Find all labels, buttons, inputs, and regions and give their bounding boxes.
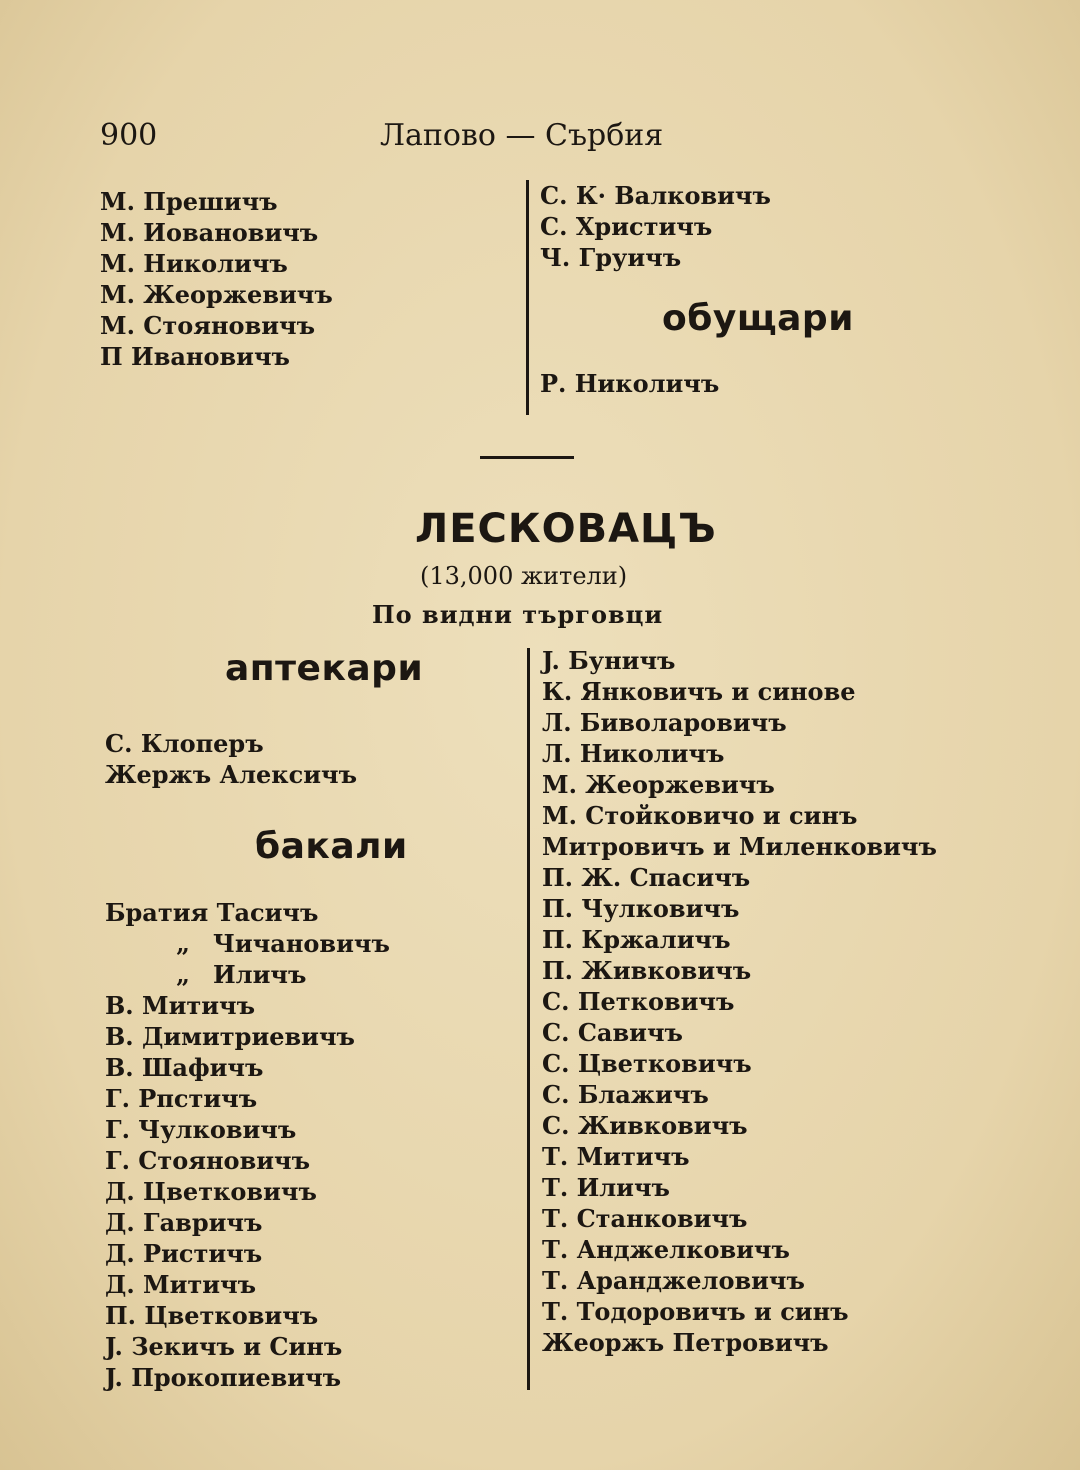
list-item: „ Иличъ bbox=[105, 959, 390, 990]
list-item: С. Петковичъ bbox=[542, 987, 735, 1016]
list-item: Братия Тасичъ bbox=[105, 898, 319, 927]
lapovo-left-list bbox=[100, 186, 333, 372]
category-shoemakers: обущари bbox=[662, 298, 854, 339]
page-number: 900 bbox=[100, 118, 158, 153]
list-item: Л. Николичъ bbox=[542, 739, 725, 768]
list-item: Т. Митичъ bbox=[542, 1142, 690, 1171]
list-item: П. Чулковичъ bbox=[542, 894, 740, 923]
list-item: Г. Рпстичъ bbox=[105, 1084, 258, 1113]
list-item: Г. Чулковичъ bbox=[105, 1115, 297, 1144]
list-item: J. Прокопиевичъ bbox=[105, 1363, 342, 1392]
column-divider-bottom bbox=[527, 648, 530, 1390]
grocers-list bbox=[105, 897, 390, 1392]
list-item: „ Чичановичъ bbox=[105, 928, 390, 959]
list-item: Д. Митичъ bbox=[105, 1270, 257, 1299]
category-pharmacists: аптекари bbox=[225, 648, 424, 689]
list-item: Т. Станковичъ bbox=[542, 1204, 748, 1233]
category-grocers: бакали bbox=[255, 826, 408, 867]
town-title: ЛЕСКОВАЦЪ bbox=[415, 506, 717, 552]
ditto-mark: „ bbox=[176, 960, 190, 989]
list-item: В. Димитриевичъ bbox=[105, 1022, 355, 1051]
list-item: Жеоржъ Петровичъ bbox=[542, 1328, 829, 1357]
list-item: П. Цветковичъ bbox=[105, 1301, 319, 1330]
column-divider-top bbox=[526, 180, 529, 415]
list-item: В. Митичъ bbox=[105, 991, 256, 1020]
list-item: Р. Николичъ bbox=[540, 369, 720, 398]
list-item: С. Цветковичъ bbox=[542, 1049, 752, 1078]
list-item: С. Савичъ bbox=[542, 1018, 683, 1047]
list-item: С. К· Валковичъ bbox=[540, 181, 771, 210]
list-item: С. Христичъ bbox=[540, 212, 713, 241]
list-item: Жержъ Алексичъ bbox=[105, 760, 357, 789]
list-item: П Ивановичъ bbox=[100, 342, 290, 371]
list-item: М. Стойковичо и синъ bbox=[542, 801, 858, 830]
running-head: Лапово — Сърбия bbox=[380, 118, 664, 153]
list-item: Ч. Груичъ bbox=[540, 243, 682, 272]
list-item: Д. Гавричъ bbox=[105, 1208, 263, 1237]
population: (13,000 жители) bbox=[420, 562, 628, 590]
list-item: Г. Стояновичъ bbox=[105, 1146, 311, 1175]
list-item: М. Стояновичъ bbox=[100, 311, 316, 340]
list-item: М. Жеоржевичъ bbox=[100, 280, 333, 309]
list-item: М. Прешичъ bbox=[100, 187, 278, 216]
list-item: С. Живковичъ bbox=[542, 1111, 748, 1140]
list-item: Т. Иличъ bbox=[542, 1173, 670, 1202]
list-item: Т. Аранджеловичъ bbox=[542, 1266, 805, 1295]
list-item: Д. Цветковичъ bbox=[105, 1177, 317, 1206]
list-item: Л. Биволаровичъ bbox=[542, 708, 787, 737]
shoemakers-list bbox=[540, 368, 719, 399]
list-item: П. Кржаличъ bbox=[542, 925, 731, 954]
list-item: Т. Тодоровичъ и синъ bbox=[542, 1297, 849, 1326]
section-subtitle: По видни търговци bbox=[372, 600, 664, 629]
list-item: М. Жеоржевичъ bbox=[542, 770, 775, 799]
list-item: В. Шафичъ bbox=[105, 1053, 264, 1082]
lapovo-right-list bbox=[540, 180, 771, 273]
list-item: Д. Ристичъ bbox=[105, 1239, 263, 1268]
list-item: Митровичъ и Миленковичъ bbox=[542, 832, 937, 861]
list-item: Т. Анджелковичъ bbox=[542, 1235, 790, 1264]
list-item: М. Иовановичъ bbox=[100, 218, 319, 247]
list-item: С. Блажичъ bbox=[542, 1080, 709, 1109]
section-separator bbox=[480, 456, 574, 459]
list-item: С. Клоперъ bbox=[105, 729, 264, 758]
list-item: J. Зекичъ и Синъ bbox=[105, 1332, 343, 1361]
list-item: М. Николичъ bbox=[100, 249, 288, 278]
list-item: К. Янковичъ и синове bbox=[542, 677, 856, 706]
list-item: J. Буничъ bbox=[542, 646, 676, 675]
merchants-right-list bbox=[542, 645, 937, 1358]
list-item: П. Живковичъ bbox=[542, 956, 752, 985]
pharmacists-list bbox=[105, 728, 357, 790]
list-item: П. Ж. Спасичъ bbox=[542, 863, 751, 892]
ditto-mark: „ bbox=[176, 929, 190, 958]
